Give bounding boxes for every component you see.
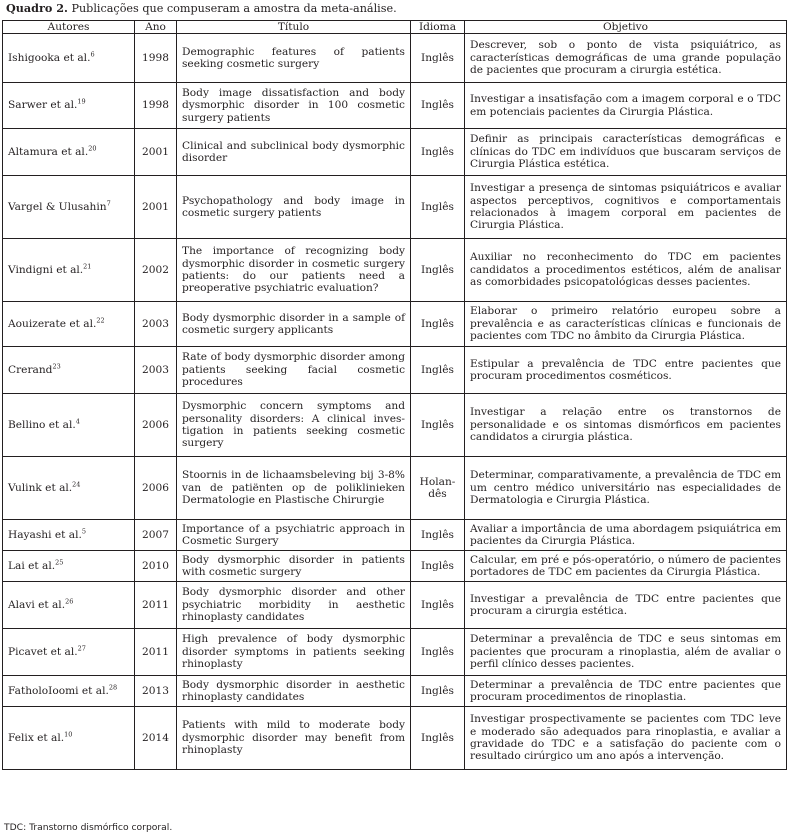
title-cell: Stoornis in de lichaamsbeleving bij 3-8% van de patiënten op de poliklinieken Dermatologie en Plastische Chirurgie: [177, 457, 411, 520]
language-cell: Inglês: [411, 551, 465, 582]
author-name: Bellino et al.: [8, 418, 76, 431]
year-cell: 2002: [135, 239, 177, 302]
year-cell: 2006: [135, 457, 177, 520]
author-cell: [3, 129, 135, 176]
objective-cell: Calcular, em pré e pós-operatório, o número de pacientes portadores de TDC em pacientes da Cirurgia Plástica.: [465, 551, 787, 582]
table-caption: [6, 1, 397, 16]
title-cell: Body dysmorphic disorder in aesthetic rhinoplasty candidates: [177, 676, 411, 707]
table-row: [3, 520, 787, 551]
author-name: Sarwer et al.: [8, 99, 78, 112]
reference-number: 21: [83, 262, 92, 271]
objective-cell: Investigar a prevalência de TDC entre pacientes que procuram a cirurgia estética.: [465, 582, 787, 629]
objective-cell: Auxiliar no reconhecimento do TDC em pacientes candidatos a procedimentos estéticos, além de analisar as comorbidades psicopatológicas desses pacientes.: [465, 239, 787, 302]
language-cell: Inglês: [411, 83, 465, 129]
year-cell: 1998: [135, 83, 177, 129]
reference-number: 5: [81, 527, 86, 536]
year-cell: 2003: [135, 347, 177, 394]
author-cell: [3, 520, 135, 551]
header-ano: Ano: [135, 21, 177, 34]
title-cell: Importance of a psychiatric approach in Cosmetic Surgery: [177, 520, 411, 551]
reference-number: 24: [72, 480, 81, 489]
author-name: Picavet et al.: [8, 645, 78, 658]
language-cell: Inglês: [411, 129, 465, 176]
language-cell: Inglês: [411, 34, 465, 83]
author-cell: [3, 239, 135, 302]
title-cell: The importance of recognizing body dysmorphic disorder in cosmetic surgery patients: do our patients need a preoperative psychiatric evaluation?: [177, 239, 411, 302]
author-name: Altamura et al.: [8, 145, 89, 158]
header-objetivo: Objetivo: [465, 21, 787, 34]
year-cell: 2007: [135, 520, 177, 551]
objective-cell: Determinar, comparativamente, a prevalência de TDC em um centro médico universitário nas especialidades de Dermatologia e Cirurgia Plástica.: [465, 457, 787, 520]
author-cell: [3, 176, 135, 239]
author-name: Vargel & Ulusahin: [8, 200, 107, 213]
publications-table: [2, 20, 787, 770]
title-cell: Rate of body dysmorphic disorder among patients seeking facial cosmetic procedures: [177, 347, 411, 394]
title-cell: Body image dissatisfaction and body dysmorphic disorder in 100 cosmetic surgery patients: [177, 83, 411, 129]
author-cell: [3, 347, 135, 394]
reference-number: 25: [55, 558, 64, 567]
author-name: Alavi et al.: [8, 598, 66, 611]
language-cell: Inglês: [411, 347, 465, 394]
language-cell: Inglês: [411, 582, 465, 629]
reference-number: 23: [52, 362, 61, 371]
year-cell: 2003: [135, 302, 177, 347]
table-row: [3, 676, 787, 707]
title-cell: Clinical and subclinical body dysmorphic disorder: [177, 129, 411, 176]
objective-cell: Estipular a prevalência de TDC entre pacientes que procuram procedimentos cosméticos.: [465, 347, 787, 394]
header-row: [3, 21, 787, 34]
objective-cell: Investigar a insatisfação com a imagem corporal e o TDC em potenciais pacientes da Cirurgia Plástica.: [465, 83, 787, 129]
author-name: Hayashi et al.: [8, 528, 82, 541]
language-cell: Inglês: [411, 176, 465, 239]
table-row: [3, 551, 787, 582]
author-name: Vulink et al.: [8, 481, 73, 494]
author-name: Vindigni et al.: [8, 263, 84, 276]
author-name: Lai et al.: [8, 559, 56, 572]
table-row: [3, 129, 787, 176]
reference-number: 4: [75, 417, 80, 426]
reference-number: 27: [77, 644, 86, 653]
table-row: [3, 176, 787, 239]
reference-number: 26: [65, 597, 74, 606]
table-row: [3, 34, 787, 83]
reference-number: 22: [96, 316, 105, 325]
author-name: Ishigooka et al.: [8, 51, 91, 64]
language-cell: Holandês: [411, 457, 465, 520]
objective-cell: Determinar a prevalência de TDC entre pacientes que procuram procedimentos de rinoplastia.: [465, 676, 787, 707]
objective-cell: Elaborar o primeiro relatório europeu sobre a prevalência e as características clínicas e funcionais de pacientes com TDC no âmbito da Cirurgia Plástica.: [465, 302, 787, 347]
reference-number: 28: [108, 683, 118, 692]
author-cell: [3, 582, 135, 629]
language-cell: Inglês: [411, 707, 465, 770]
objective-cell: Investigar prospectivamente se pacientes com TDC leve e moderado são adequados para rinoplastia, e avaliar a gravidade do TDC e a satisfação do paciente com o resultado cirúrgico um ano após a intervenção.: [465, 707, 787, 770]
author-cell: [3, 83, 135, 129]
reference-number: 6: [90, 50, 95, 59]
year-cell: 1998: [135, 34, 177, 83]
title-cell: Body dysmorphic disorder in a sample of cosmetic surgery applicants: [177, 302, 411, 347]
author-name: Crerand: [8, 363, 53, 376]
title-cell: Dysmorphic concern symptoms and personality disorders: A clinical investigation in patients seeking cosmetic surgery: [177, 394, 411, 457]
language-cell: Inglês: [411, 629, 465, 676]
objective-cell: Avaliar a importância de uma abordagem psiquiátrica em pacientes da Cirurgia Plástica.: [465, 520, 787, 551]
reference-number: 10: [64, 730, 73, 739]
objective-cell: Descrever, sob o ponto de vista psiquiátrico, as características demográficas de uma grande população de pacientes que procuram a cirurgia estética.: [465, 34, 787, 83]
title-cell: Demographic features of patients seeking cosmetic surgery: [177, 34, 411, 83]
objective-cell: Investigar a presença de sintomas psiquiátricos e avaliar aspectos perceptivos, cognitivos e comportamentais relacionados à imagem corporal em pacientes de Cirurgia Plástica.: [465, 176, 787, 239]
table-row: [3, 457, 787, 520]
table-row: [3, 629, 787, 676]
author-cell: [3, 676, 135, 707]
year-cell: 2006: [135, 394, 177, 457]
objective-cell: Definir as principais características demográficas e clínicas do TDC em indivíduos que buscaram serviços de Cirurgia Plástica estética.: [465, 129, 787, 176]
author-cell: [3, 551, 135, 582]
language-cell: Inglês: [411, 676, 465, 707]
reference-number: 20: [88, 144, 97, 153]
table-footnote: TDC: Transtorno dismórfico corporal.: [4, 822, 173, 833]
caption-label: Quadro 2.: [6, 1, 68, 15]
year-cell: 2013: [135, 676, 177, 707]
reference-number: 7: [106, 199, 111, 208]
year-cell: 2011: [135, 629, 177, 676]
table-row: [3, 347, 787, 394]
language-cell: Inglês: [411, 239, 465, 302]
table-row: [3, 302, 787, 347]
table-row: [3, 239, 787, 302]
author-cell: [3, 302, 135, 347]
author-cell: [3, 457, 135, 520]
caption-text: Publicações que compuseram a amostra da meta-análise.: [67, 2, 397, 15]
table-row: [3, 394, 787, 457]
header-titulo: Título: [177, 21, 411, 34]
author-cell: [3, 629, 135, 676]
year-cell: 2014: [135, 707, 177, 770]
author-name: Aouizerate et al.: [8, 317, 97, 330]
author-name: Felix et al.: [8, 731, 65, 744]
title-cell: Patients with mild to moderate body dysmorphic disorder may benefit from rhinoplasty: [177, 707, 411, 770]
table-row: [3, 707, 787, 770]
language-cell: Inglês: [411, 302, 465, 347]
table-row: [3, 83, 787, 129]
reference-number: 19: [77, 97, 86, 106]
table-row: [3, 582, 787, 629]
author-name: FatholoIoomi et al.: [8, 684, 109, 697]
year-cell: 2001: [135, 129, 177, 176]
year-cell: 2001: [135, 176, 177, 239]
header-idioma: Idioma: [411, 21, 465, 34]
title-cell: Body dysmorphic disorder in patients with cosmetic surgery: [177, 551, 411, 582]
title-cell: High prevalence of body dysmorphic disorder symptoms in patients seeking rhinoplasty: [177, 629, 411, 676]
author-cell: [3, 394, 135, 457]
language-cell: Inglês: [411, 394, 465, 457]
language-cell: Inglês: [411, 520, 465, 551]
year-cell: 2010: [135, 551, 177, 582]
objective-cell: Investigar a relação entre os transtornos de personalidade e os sintomas dismórficos em pacientes candidatos a cirurgia plástica.: [465, 394, 787, 457]
author-cell: [3, 34, 135, 83]
title-cell: Body dysmorphic disorder and other psychiatric morbidity in aesthetic rhinoplasty candidates: [177, 582, 411, 629]
header-autores: Autores: [3, 21, 135, 34]
author-cell: [3, 707, 135, 770]
title-cell: Psychopathology and body image in cosmetic surgery patients: [177, 176, 411, 239]
year-cell: 2011: [135, 582, 177, 629]
objective-cell: Determinar a prevalência de TDC e seus sintomas em pacientes que procuram a rinoplastia, além de avaliar o perfil clínico desses pacientes.: [465, 629, 787, 676]
